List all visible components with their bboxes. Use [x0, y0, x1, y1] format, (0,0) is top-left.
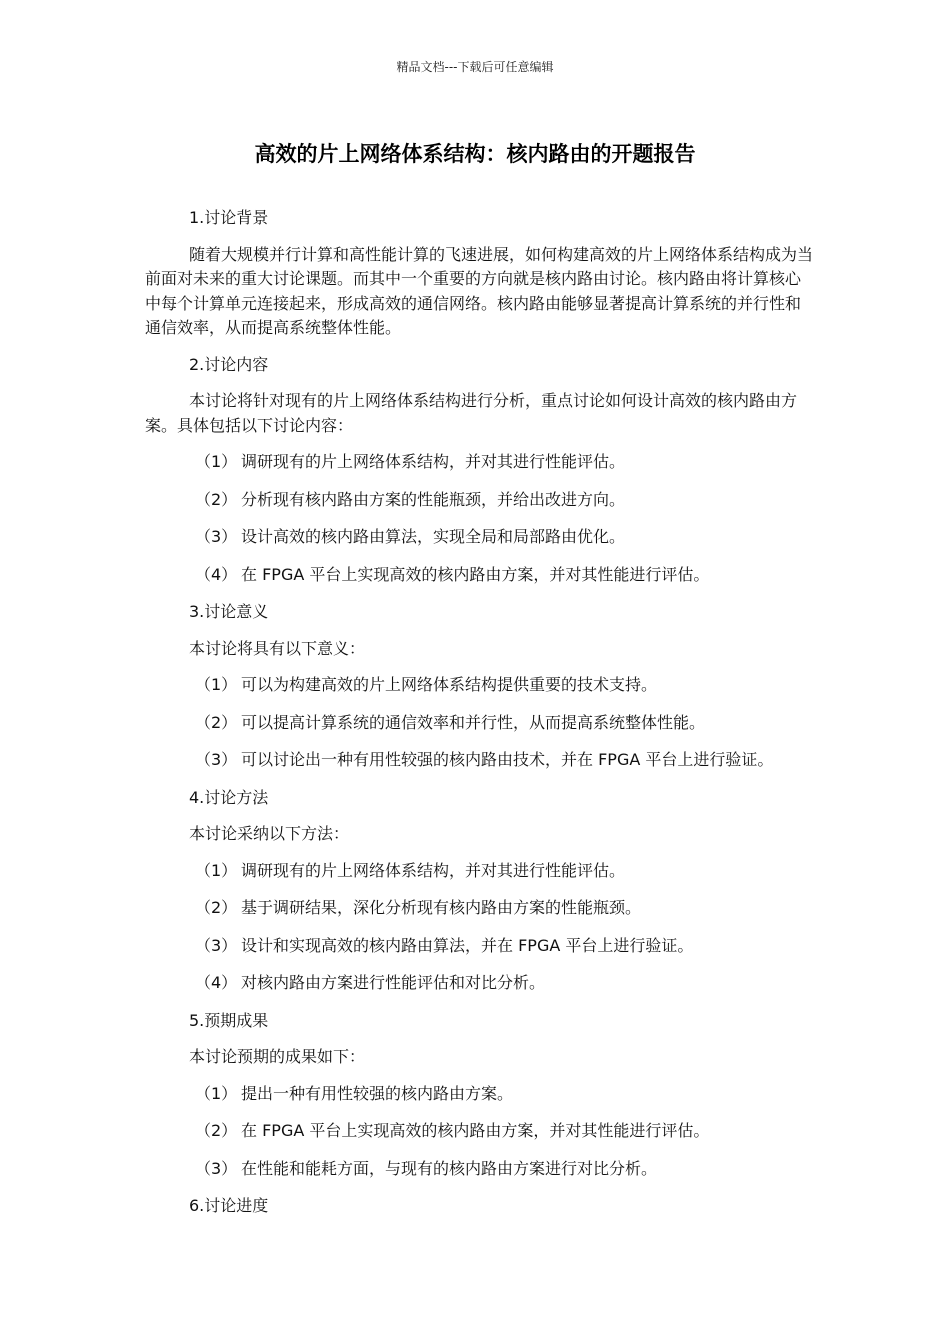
list-item-text: 提出一种有用性较强的核内路由方案。 [241, 1083, 514, 1103]
section-paragraph-background: 随着大规模并行计算和高性能计算的飞速进展，如何构建高效的片上网络体系结构成为当前面对未来的重大讨论课题。而其中一个重要的方向就是核内路由讨论。核内路由将计算核心中每个计算单元连接起来，形成高效的通信网络。核内路由能够显著提高计算系统的并行性和通信效率，从而提高系统整体性能。 [145, 244, 814, 337]
list-item-number: （3） [195, 935, 238, 955]
list-item-text: 在性能和能耗方面，与现有的核内路由方案进行对比分析。 [241, 1158, 658, 1178]
list-item-number: （3） [195, 527, 238, 546]
list-item [145, 1157, 815, 1182]
list-item-number: （1） [195, 452, 238, 471]
list-item-text: 可以为构建高效的片上网络体系结构提供重要的技术支持。 [241, 675, 658, 694]
list-item-number: （2） [195, 712, 238, 732]
list-item [145, 896, 815, 921]
list-item [145, 525, 815, 550]
section-heading-methods: 4.讨论方法 [189, 787, 269, 807]
section-heading-content: 2.讨论内容 [189, 354, 269, 374]
list-item [145, 488, 815, 513]
section-heading-significance: 3.讨论意义 [189, 602, 269, 621]
list-item-text: 在 FPGA 平台上实现高效的核内路由方案，并对其性能进行评估。 [241, 1121, 710, 1140]
list-item [145, 748, 815, 773]
list-item-text: 设计高效的核内路由算法，实现全局和局部路由优化。 [241, 527, 626, 546]
document-title: 高效的片上网络体系结构：核内路由的开题报告 [254, 142, 696, 166]
list-item [145, 1119, 815, 1144]
list-item-text: 分析现有核内路由方案的性能瓶颈，并给出改进方向。 [241, 489, 626, 509]
list-item [145, 859, 815, 884]
list-item-number: （4） [195, 564, 238, 584]
list-item-number: （2） [195, 898, 238, 917]
list-item-number: （1） [195, 675, 238, 694]
list-item [145, 971, 815, 996]
list-item [145, 1082, 815, 1107]
section-heading-schedule: 6.讨论进度 [189, 1196, 269, 1215]
list-item-text: 可以讨论出一种有用性较强的核内路由技术，并在 FPGA 平台上进行验证。 [241, 750, 774, 769]
list-item [145, 934, 815, 959]
list-item-text: 对核内路由方案进行性能评估和对比分析。 [241, 973, 546, 992]
section-heading-outcomes: 5.预期成果 [189, 1010, 269, 1030]
page-header: 精品文档---下载后可任意编辑 [396, 60, 554, 74]
list-item-text: 基于调研结果，深化分析现有核内路由方案的性能瓶颈。 [241, 898, 642, 917]
section-heading-background: 1.讨论背景 [189, 208, 269, 227]
list-item-number: （2） [195, 489, 238, 509]
list-item [145, 563, 815, 588]
list-item-number: （3） [195, 750, 238, 769]
list-item [145, 450, 815, 475]
section-paragraph-content: 本讨论将针对现有的片上网络体系结构进行分析，重点讨论如何设计高效的核内路由方案。具体包括以下讨论内容： [145, 391, 798, 435]
list-item [145, 711, 815, 736]
list-item [145, 673, 815, 698]
list-item-text: 调研现有的片上网络体系结构，并对其进行性能评估。 [241, 452, 626, 471]
list-item-number: （2） [195, 1121, 238, 1140]
section-lead-outcomes: 本讨论预期的成果如下： [189, 1047, 366, 1066]
list-item-number: （1） [195, 1083, 238, 1103]
document-body [145, 206, 815, 1231]
list-item-number: （1） [195, 860, 238, 880]
list-item-number: （3） [195, 1158, 238, 1178]
list-item-text: 设计和实现高效的核内路由算法，并在 FPGA 平台上进行验证。 [241, 935, 694, 955]
section-lead-methods: 本讨论采纳以下方法： [189, 824, 350, 843]
section-lead-significance: 本讨论将具有以下意义： [189, 638, 366, 658]
list-item-text: 调研现有的片上网络体系结构，并对其进行性能评估。 [241, 860, 626, 880]
list-item-text: 在 FPGA 平台上实现高效的核内路由方案，并对其性能进行评估。 [241, 564, 710, 584]
list-item-number: （4） [195, 973, 238, 992]
list-item-text: 可以提高计算系统的通信效率和并行性，从而提高系统整体性能。 [241, 712, 706, 732]
